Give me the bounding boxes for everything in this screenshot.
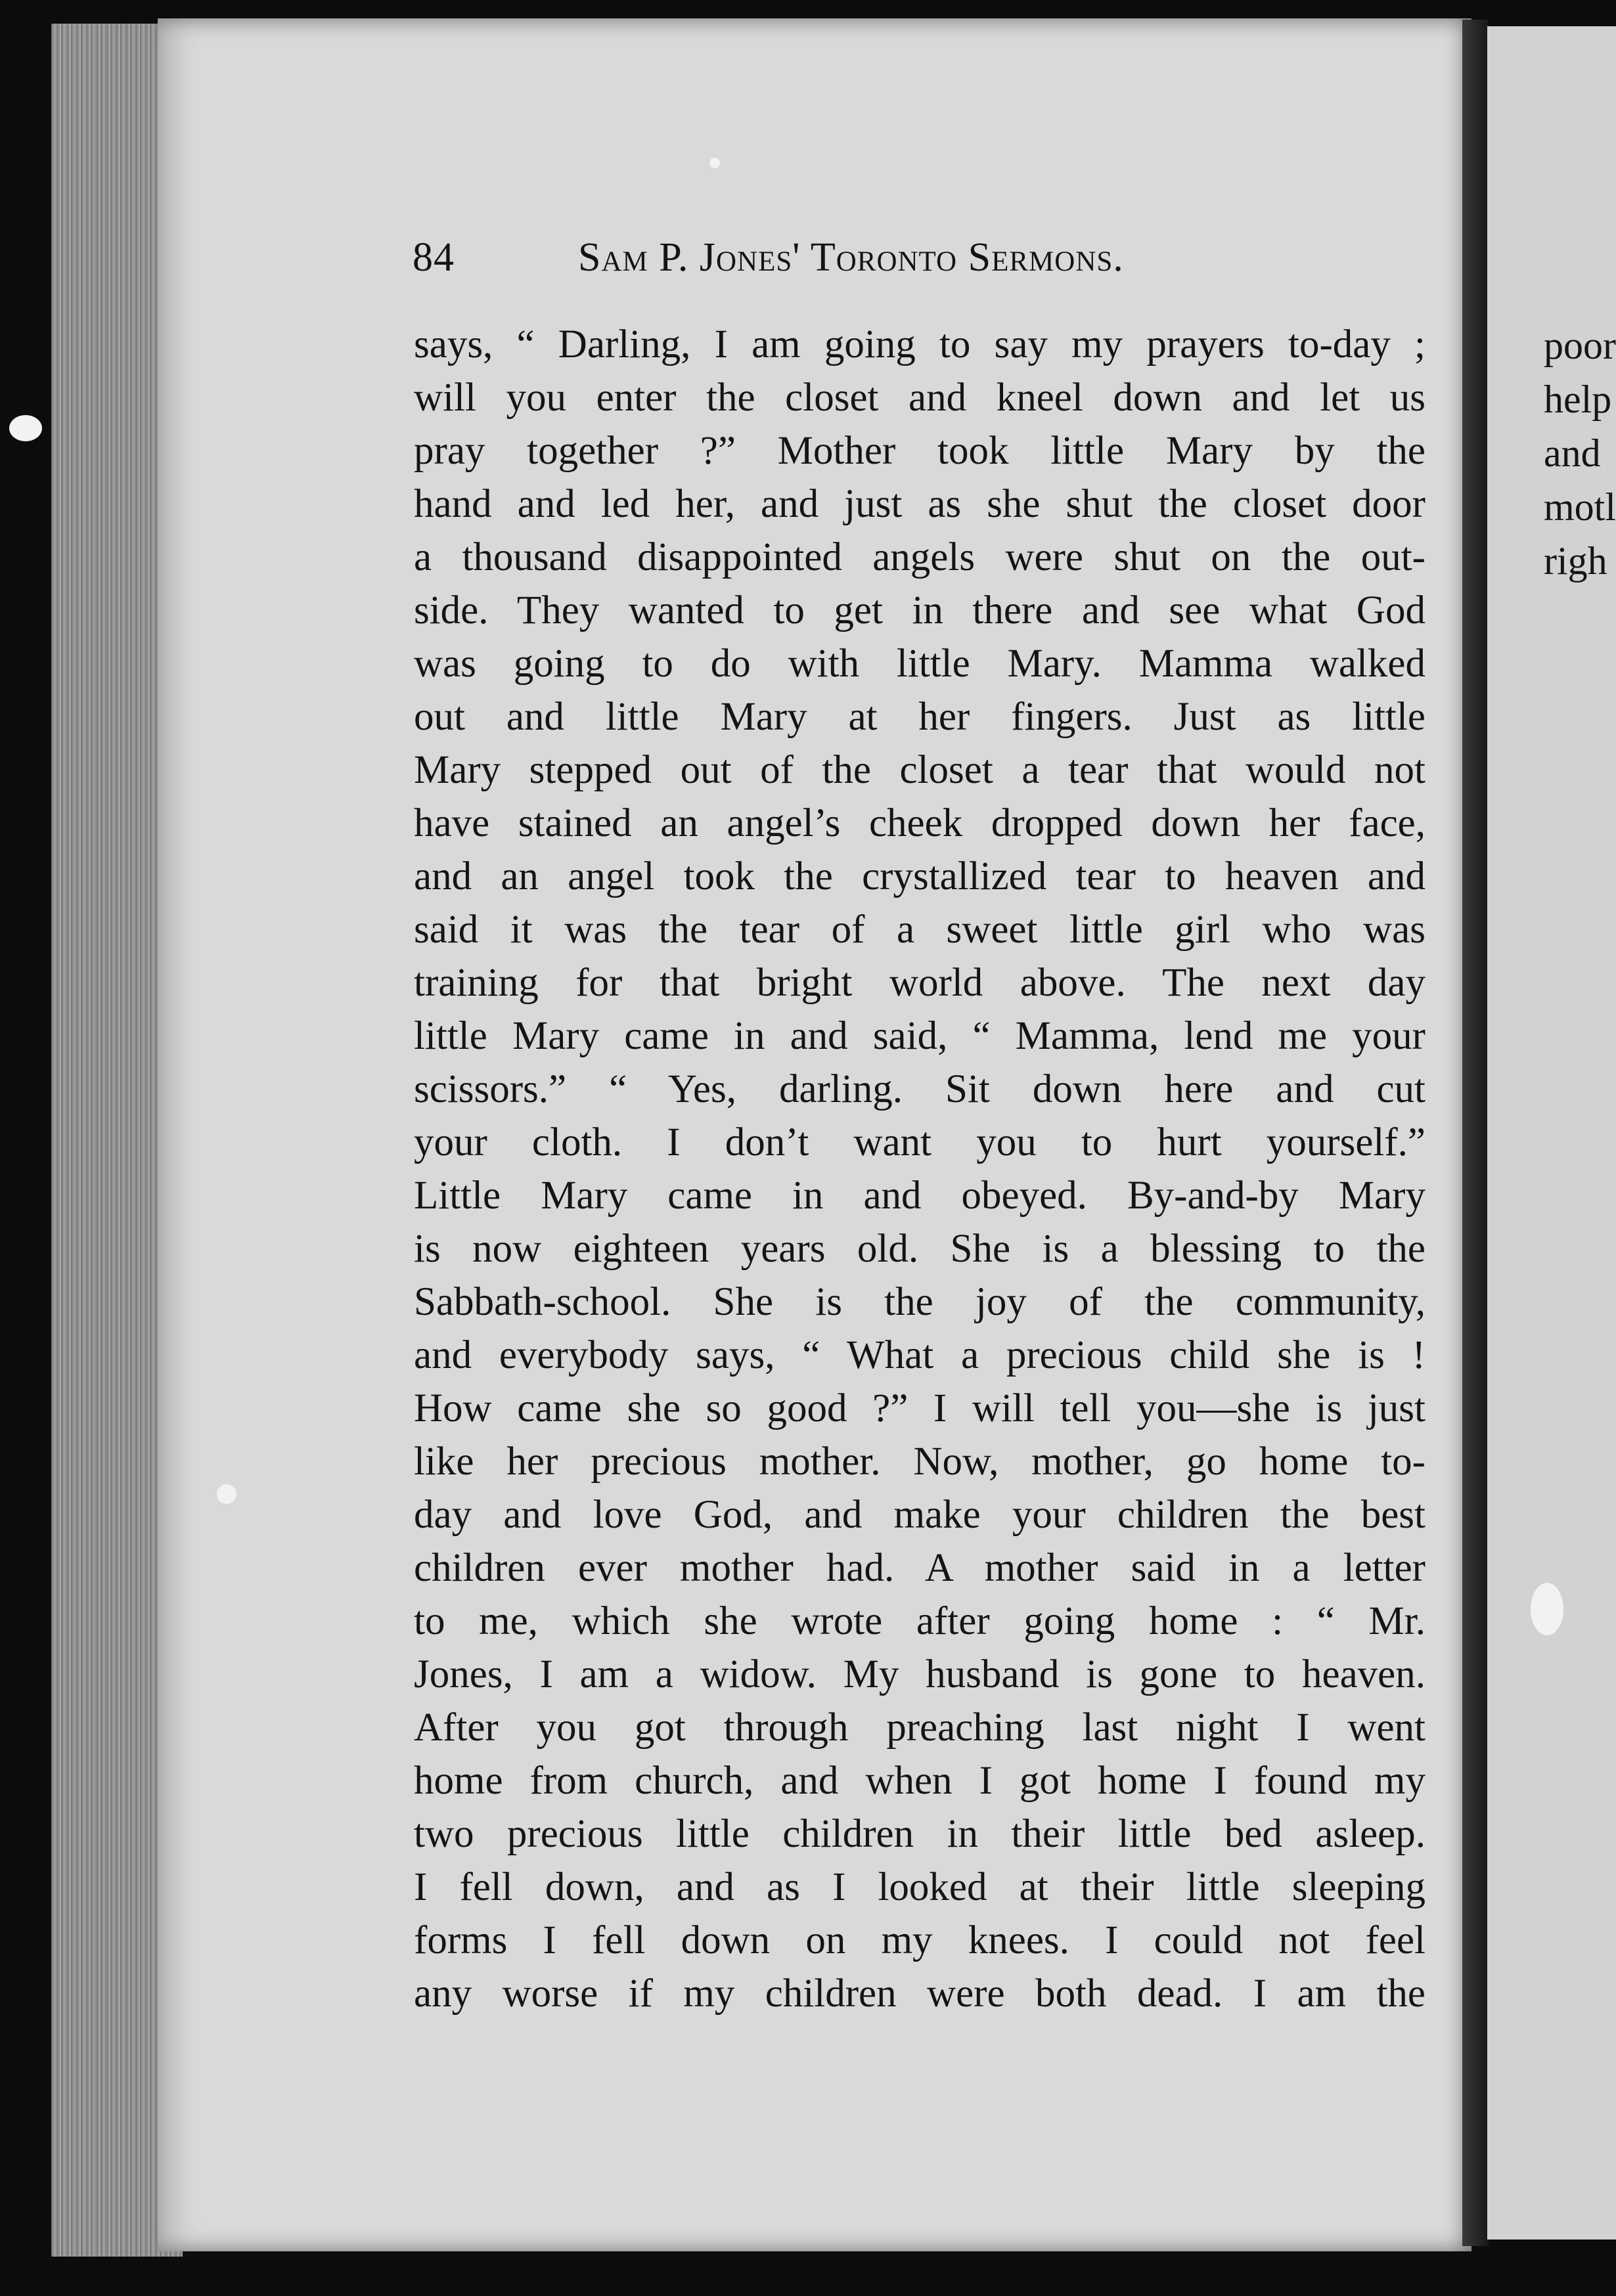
text-line: said it was the tear of a sweet little girl who was bbox=[414, 908, 1425, 952]
book-gutter bbox=[1462, 20, 1489, 2246]
next-page-line: motl bbox=[1544, 485, 1616, 529]
text-line: says, “ Darling, I am going to say my prayers to-day ; bbox=[414, 322, 1425, 366]
text-line: like her precious mother. Now, mother, go home to- bbox=[414, 1440, 1425, 1484]
text-line: is now eighteen years old. She is a blessing to the bbox=[414, 1227, 1425, 1271]
text-line: to me, which she wrote after going home : “ Mr. bbox=[414, 1599, 1425, 1643]
text-line: forms I fell down on my knees. I could not feel bbox=[414, 1918, 1425, 1962]
text-line: Mary stepped out of the closet a tear that would not bbox=[414, 748, 1425, 792]
text-line: After you got through preaching last night I went bbox=[414, 1706, 1425, 1750]
running-title: Sam P. Jones' Toronto Sermons. bbox=[578, 235, 1124, 280]
scan-speck bbox=[217, 1484, 236, 1504]
next-page-line: poor bbox=[1544, 324, 1616, 367]
text-line: and an angel took the crystallized tear to heaven and bbox=[414, 854, 1425, 898]
text-line: Sabbath-school. She is the joy of the community, bbox=[414, 1280, 1425, 1324]
next-page-edge bbox=[1487, 26, 1616, 2240]
scan-speck bbox=[9, 415, 42, 441]
text-line: scissors.” “ Yes, darling. Sit down here and cut bbox=[414, 1067, 1425, 1111]
text-line: day and love God, and make your children the best bbox=[414, 1493, 1425, 1537]
text-line: children ever mother had. A mother said in a letter bbox=[414, 1546, 1425, 1590]
text-line: training for that bright world above. The next day bbox=[414, 961, 1425, 1005]
text-line: any worse if my children were both dead. I am the bbox=[414, 1972, 1425, 2016]
text-line: was going to do with little Mary. Mamma walked bbox=[414, 642, 1425, 686]
text-line: your cloth. I don’t want you to hurt yourself.” bbox=[414, 1120, 1425, 1164]
text-line: and everybody says, “ What a precious child she is ! bbox=[414, 1333, 1425, 1377]
text-line: Jones, I am a widow. My husband is gone to heaven. bbox=[414, 1652, 1425, 1696]
text-line: have stained an angel’s cheek dropped down her face, bbox=[414, 801, 1425, 845]
text-line: will you enter the closet and kneel down and let us bbox=[414, 376, 1425, 420]
text-line: a thousand disappointed angels were shut on the out- bbox=[414, 535, 1425, 579]
page-number: 84 bbox=[413, 235, 455, 280]
text-line: home from church, and when I got home I found my bbox=[414, 1759, 1425, 1803]
next-page-line: and bbox=[1544, 431, 1601, 475]
scan-speck bbox=[709, 158, 720, 168]
next-page-line: righ bbox=[1544, 539, 1607, 583]
text-line: I fell down, and as I looked at their little sleeping bbox=[414, 1865, 1425, 1909]
running-header bbox=[413, 231, 1260, 284]
text-line: hand and led her, and just as she shut the closet door bbox=[414, 482, 1425, 526]
text-line: little Mary came in and said, “ Mamma, lend me your bbox=[414, 1014, 1425, 1058]
text-line: pray together ?” Mother took little Mary by the bbox=[414, 429, 1425, 473]
text-line: side. They wanted to get in there and see what God bbox=[414, 588, 1425, 632]
body-text bbox=[414, 318, 1425, 2020]
text-line: How came she so good ?” I will tell you—she is just bbox=[414, 1386, 1425, 1430]
text-line: out and little Mary at her fingers. Just as little bbox=[414, 695, 1425, 739]
text-line: two precious little children in their little bed asleep. bbox=[414, 1812, 1425, 1856]
next-page-line: help bbox=[1544, 378, 1612, 421]
text-line: Little Mary came in and obeyed. By-and-by Mary bbox=[414, 1174, 1425, 1218]
scan-speck bbox=[1531, 1583, 1563, 1635]
